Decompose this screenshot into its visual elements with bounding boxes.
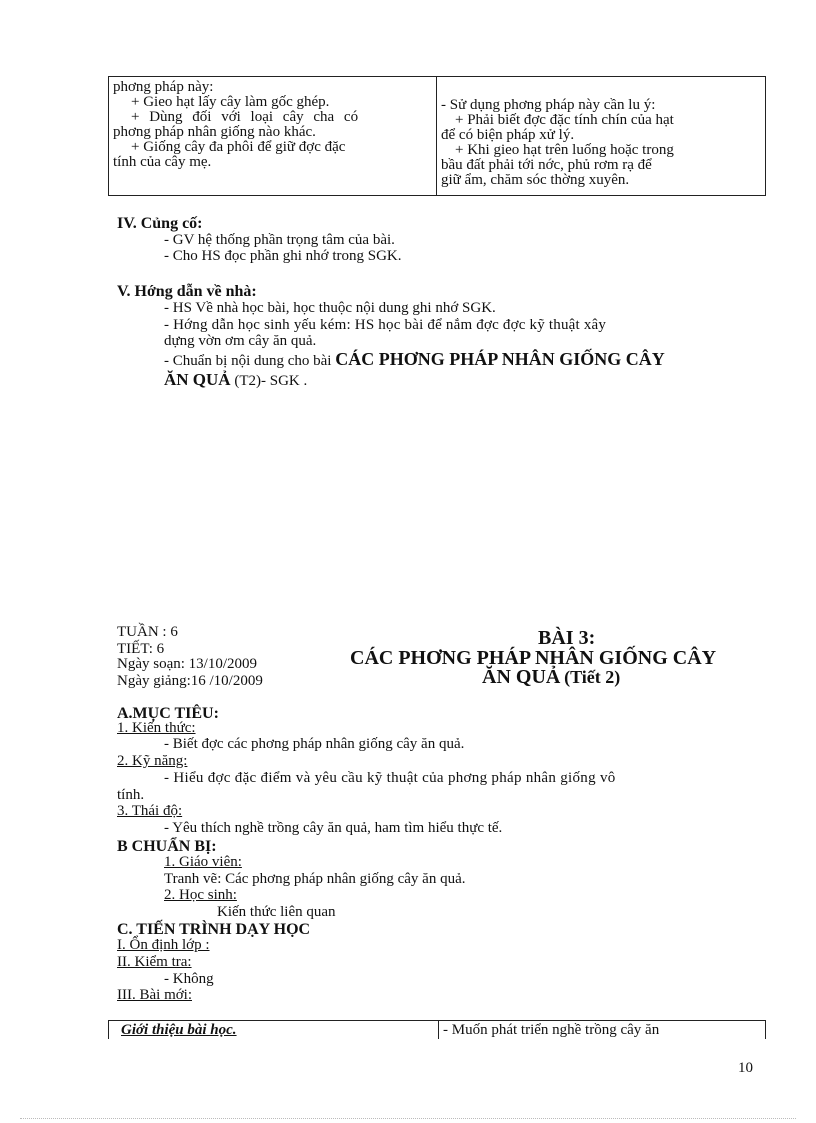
table-line: để có biện pháp xử lý. — [441, 127, 575, 143]
table-line: phơng pháp này: — [113, 79, 214, 95]
section-b-sub2-text: Kiến thức liên quan — [217, 904, 336, 920]
lesson-title-line1: CÁC PHƠNG PHÁP NHÂN GIỐNG CÂY — [350, 647, 717, 669]
table-line: - Sử dụng phơng pháp này cần lu ý: — [441, 97, 656, 113]
page-number: 10 — [738, 1060, 753, 1076]
section-v-item: - Hớng dẫn học sinh yếu kém: HS học bài để nắm đợc đợc kỹ thuật xây — [164, 317, 607, 333]
week-label: TUẦN : 6 — [117, 624, 178, 640]
section-a-heading: A.MỤC TIÊU: — [117, 705, 219, 722]
teaching-date: Ngày giảng:16 /10/2009 — [117, 673, 263, 689]
top-table-left-cell — [109, 77, 437, 195]
section-c-iii: III. Bài mới: — [117, 987, 192, 1003]
bottom-table — [108, 1020, 766, 1039]
section-a-sub3: 3. Thái độ: — [117, 803, 183, 819]
section-a-sub2-text: - Hiểu đợc đặc điểm và yêu cầu kỹ thuật của phơng pháp nhân giống vô — [164, 770, 616, 786]
section-b-sub2: 2. Học sinh: — [164, 887, 237, 903]
section-a-sub3-text: - Yêu thích nghề trồng cây ăn quả, ham tìm hiểu thực tế. — [164, 820, 503, 836]
prepared-date: Ngày soạn: 13/10/2009 — [117, 656, 257, 672]
section-v-item — [164, 349, 665, 369]
lesson-number: BÀI 3: — [538, 627, 596, 649]
table-line: + Giống cây đa phôi để giữ đợc đặc — [131, 139, 346, 155]
table-line: bầu đất phải tới nớc, phủ rơm rạ để — [441, 157, 652, 173]
bottom-table-left-cell — [109, 1021, 439, 1039]
prepare-lesson-title-2: ĂN QUẢ — [164, 370, 231, 389]
table-line: + Khi gieo hạt trên luống hoặc trong — [455, 142, 674, 158]
section-a-sub2-text-cont: tính. — [117, 787, 145, 803]
page-bottom-divider — [20, 1118, 796, 1119]
top-table-right-cell — [437, 77, 765, 195]
section-c-heading: C. TIẾN TRÌNH DẠY HỌC — [117, 921, 311, 938]
section-a-sub1: 1. Kiến thức: — [117, 720, 196, 736]
lesson-title-line2 — [482, 667, 620, 689]
period-label: TIẾT: 6 — [117, 641, 165, 657]
section-c-i: I. Ổn định lớp : — [117, 937, 210, 953]
lesson-title-line2-main: ĂN QUẢ — [482, 666, 561, 688]
lesson-intro-label: Giới thiệu bài học. — [121, 1022, 237, 1038]
section-c-ii: II. Kiểm tra: — [117, 954, 192, 970]
section-a-sub2: 2. Kỹ năng: — [117, 753, 188, 769]
section-a-sub1-text: - Biết đợc các phơng pháp nhân giống cây ăn quả. — [164, 736, 465, 752]
section-c-ii-text: - Không — [164, 971, 214, 987]
section-b-heading: B CHUẨN BỊ: — [117, 838, 217, 855]
section-v-item: dựng vờn ơm cây ăn quả. — [164, 333, 317, 349]
section-b-sub1-text: Tranh vẽ: Các phơng pháp nhân giống cây ăn quả. — [164, 871, 466, 887]
section-v-item — [164, 372, 307, 389]
section-v-heading: V. Hớng dẫn về nhà: — [117, 283, 257, 300]
section-iv-heading: IV. Củng cố: — [117, 215, 203, 232]
section-b-sub1: 1. Giáo viên: — [164, 854, 242, 870]
table-line: giữ ẩm, chăm sóc thờng xuyên. — [441, 172, 630, 188]
top-table — [108, 76, 766, 196]
prepare-suffix: (T2)- SGK . — [234, 373, 308, 389]
prepare-prefix: - Chuẩn bị nội dung cho bài — [164, 353, 332, 369]
prepare-lesson-title: CÁC PHƠNG PHÁP NHÂN GIỐNG CÂY — [335, 349, 665, 369]
bottom-table-right-cell — [439, 1021, 765, 1039]
table-line: tính của cây mẹ. — [113, 154, 212, 170]
section-v-item: - HS Về nhà học bài, học thuộc nội dung ghi nhớ SGK. — [164, 300, 496, 316]
lesson-period: (Tiết 2) — [564, 667, 621, 687]
table-line: + Gieo hạt lấy cây làm gốc ghép. — [131, 94, 330, 110]
lesson-intro-text: - Muốn phát triển nghề trồng cây ăn — [443, 1022, 660, 1038]
table-line: + Dùng đối với loại cây cha có — [131, 109, 359, 125]
table-line: phơng pháp nhân giống nào khác. — [113, 124, 316, 140]
section-iv-item: - GV hệ thống phần trọng tâm của bài. — [164, 232, 395, 248]
section-iv-item: - Cho HS đọc phần ghi nhớ trong SGK. — [164, 248, 402, 264]
table-line: + Phải biết đợc đặc tính chín của hạt — [455, 112, 674, 128]
